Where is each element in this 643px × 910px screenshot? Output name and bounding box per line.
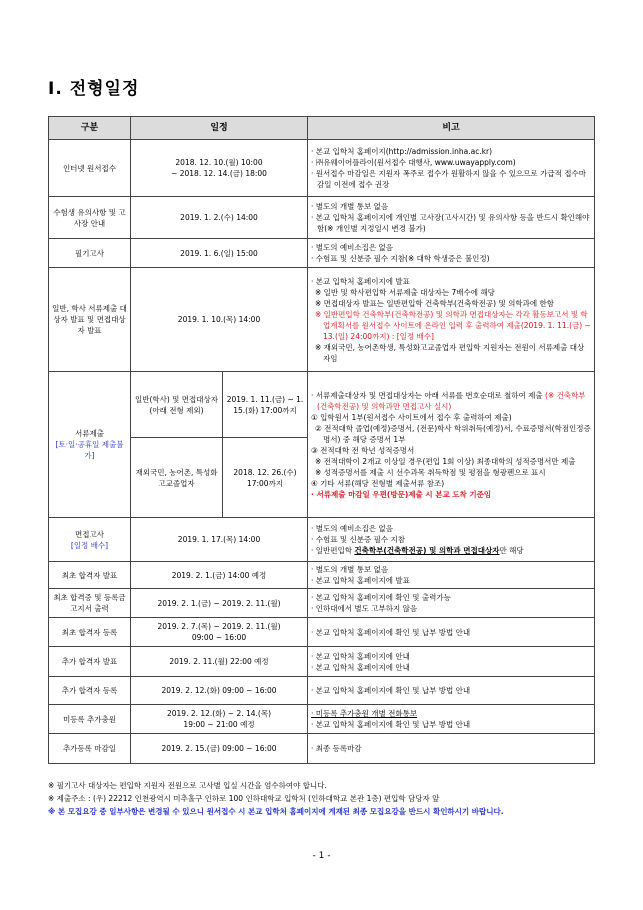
- row-schedule: 2019. 2. 15.(금) 09:00 ~ 16:00: [131, 734, 308, 764]
- row-schedule: 2019. 2. 12.(화) 09:00 ~ 16:00: [131, 677, 308, 705]
- row-remarks: · 본교 입학처 홈페이지에 확인 및 납부 방법 안내: [308, 677, 595, 705]
- table-row: [49, 372, 595, 438]
- sub-label: 일반(학사) 및 면접대상자 (아래 전형 제외): [131, 372, 223, 438]
- row-schedule: 2019. 2. 11.(월) 22:00 예정: [131, 647, 308, 677]
- row-schedule: 2019. 2. 12.(화) ~ 2. 14.(목) 19:00 ~ 21:00 예정: [131, 705, 308, 734]
- row-schedule: 2019. 2. 7.(목) ~ 2019. 2. 11.(월) 09:00 ~ 16:00: [131, 618, 308, 647]
- row-remarks: · 별도의 예비소집은 없음 · 수험표 및 신분증 필수 지참 · 일반편입학 건축학부(건축학전공) 및 의학과 면접대상자만 해당: [308, 518, 595, 562]
- row-remarks: · 본교 입학처 홈페이지에 발표 ※ 일반 및 학사편입학 서류제출 대상자는 7배수에 해당 ※ 면접대상자 발표는 일반편입학 건축학부(건축학전공) 및 의학과에 한함 ※ 일반편입학 건축학부(건축학전공) 및 의학과 면접대상자는 각각 활동보고서 및 학업계획서를 원서접수 사이트에 온라인 입력 후 출력하여 제출(2019. 1. 11.(금) ~ 13.(일) 24:00까지) : [일정 배수] ※ 재외국민, 농어촌학생, 특성화고교졸업자 편입학 지원자는 전원이 서류제출 대상자임: [308, 268, 595, 372]
- table-row: [49, 197, 595, 239]
- table-row: [49, 268, 595, 372]
- row-schedule: 2019. 1. 2.(수) 14:00: [131, 197, 308, 239]
- sub-label: 재외국민, 농어촌, 특성화고교졸업자: [131, 438, 223, 518]
- row-label: 추가등록 마감일: [49, 734, 131, 764]
- table-row: [49, 518, 595, 562]
- row-schedule: 2019. 1. 10.(목) 14:00: [131, 268, 308, 372]
- table-row: [49, 647, 595, 677]
- row-label: 일반, 학사 서류제출 대상자 발표 및 면접대상자 발표: [49, 268, 131, 372]
- no-weekend-badge: [토·일·공휴일 제출불가]: [55, 440, 124, 460]
- row-remarks: · 별도의 개별 통보 없음 · 본교 입학처 홈페이지에 발표: [308, 562, 595, 589]
- row-label: 필기고사: [49, 239, 131, 268]
- row-schedule: 2019. 1. 17.(목) 14:00: [131, 518, 308, 562]
- row-remarks: · 본교 입학처 홈페이지에 확인 및 납부 방법 안내: [308, 618, 595, 647]
- row-remarks: · 본교 입학처 홈페이지에 확인 및 출력가능 · 인하대에서 별도 고부하지 않음: [308, 589, 595, 618]
- footer-notes: [48, 779, 608, 818]
- footer-note-notice: ※ 본 모집요강 중 일부사항은 변경될 수 있으니 원서접수 시 본교 입학처 홈페이지에 게재된 최종 모집요강을 반드시 확인하시기 바랍니다.: [48, 807, 504, 816]
- row-remarks: · 별도의 개별 통보 없음 · 본교 입학처 홈페이지에 개인별 고사장(고사시간) 및 유의사항 등을 반드시 확인해야 함(※ 개인별 지정일시 변경 불가): [308, 197, 595, 239]
- row-label: 수험생 유의사항 및 고사장 안내: [49, 197, 131, 239]
- header-category: 구분: [49, 117, 131, 140]
- table-header-row: [49, 117, 595, 140]
- header-remarks: 비고: [308, 117, 595, 140]
- row-remarks: · 별도의 예비소집은 없음 · 수험표 및 신분증 필수 지참(※ 대학 학생증은 불인정): [308, 239, 595, 268]
- row-remarks: · 본교 입학처 홈페이지(http://admission.inha.ac.kr) · ㈜유웨이어플라이(원서접수 대행사, www.uwayapply.com) · 원서접수 마감일은 지원자 폭주로 접수가 원활하지 않을 수 있으므로 가급적 접수마감일 이전에 접수 권장: [308, 140, 595, 197]
- row-remarks: · 서류제출대상자 및 면접대상자는 아래 서류를 번호순대로 철하여 제출 (※ 건축학부(건축학전공) 및 의학과만 면접고사 실시) ① 입학원서 1부(원서접수 사이트에서 접수 후 출력하여 제출) ② 전적대학 졸업(예정)증명서, (전문)학사 학위취득(예정)서, 수료증명서(학점인정증명서) 중 해당 증명서 1부 ③ 전적대학 전 학년 성적증명서 ※ 전적대학이 2개교 이상일 경우(편입 1회 이상) 최종대학의 성적증명서만 제출 ※ 성적증명서를 제출 시 선수과목 취득학점 및 평점을 형광펜으로 표시 ④ 기타 서류(해당 전형별 제출서류 참조) · 서류제출 마감일 우편(방문)제출 시 본교 도착 기준임: [308, 372, 595, 518]
- row-label: 추가 합격자 발표: [49, 647, 131, 677]
- schedule-table: [48, 116, 595, 764]
- footer-note-exam: ※ 필기고사 대상자는 편입학 지원자 전원으로 고사별 입실 시간을 엄수하여야 합니다.: [48, 781, 327, 790]
- row-schedule: 2019. 2. 1.(금) ~ 2019. 2. 11.(월): [131, 589, 308, 618]
- page-title: Ⅰ. 전형일정: [48, 79, 140, 99]
- table-row: [49, 140, 595, 197]
- sub-schedule: 2019. 1. 11.(금) ~ 1. 15.(화) 17:00까지: [223, 372, 308, 438]
- table-row: [49, 589, 595, 618]
- row-remarks: · 최종 등록마감: [308, 734, 595, 764]
- row-label: 추가 합격자 등록: [49, 677, 131, 705]
- row-label: 최초 합격자 발표: [49, 562, 131, 589]
- table-row: [49, 618, 595, 647]
- table-row: [49, 239, 595, 268]
- header-schedule: 일정: [131, 117, 308, 140]
- row-label: 인터넷 원서접수: [49, 140, 131, 197]
- row-schedule: 2019. 2. 1.(금) 14:00 예정: [131, 562, 308, 589]
- row-schedule: 2018. 12. 10.(월) 10:00 ~ 2018. 12. 14.(금) 18:00: [131, 140, 308, 197]
- table-row: [49, 705, 595, 734]
- footer-note-address: ※ 제출주소 : (우) 22212 인천광역시 미추홀구 인하로 100 인하대학교 입학처 (인하대학교 본관 1층) 편입학 담당자 앞: [48, 794, 440, 803]
- row-remarks: · 미등록 추가충원 개별 전화통보 · 본교 입학처 홈페이지에 확인 및 납부 방법 안내: [308, 705, 595, 734]
- sub-schedule: 2018. 12. 26.(수) 17:00까지: [223, 438, 308, 518]
- table-row: [49, 734, 595, 764]
- row-label: 최초 합격증 및 등록금고지서 출력: [49, 589, 131, 618]
- row-schedule: 2019. 1. 6.(일) 15:00: [131, 239, 308, 268]
- row-label: 면접고사 [일정 배수]: [49, 518, 131, 562]
- row-label: 최초 합격자 등록: [49, 618, 131, 647]
- table-row: [49, 562, 595, 589]
- row-remarks: · 본교 입학처 홈페이지에 안내 · 본교 입학처 홈페이지에 안내: [308, 647, 595, 677]
- page-number: - 1 -: [312, 851, 331, 861]
- table-row: [49, 677, 595, 705]
- row-label: 미등록 추가충원: [49, 705, 131, 734]
- row-label: 서류제출 [토·일·공휴일 제출불가]: [49, 372, 131, 518]
